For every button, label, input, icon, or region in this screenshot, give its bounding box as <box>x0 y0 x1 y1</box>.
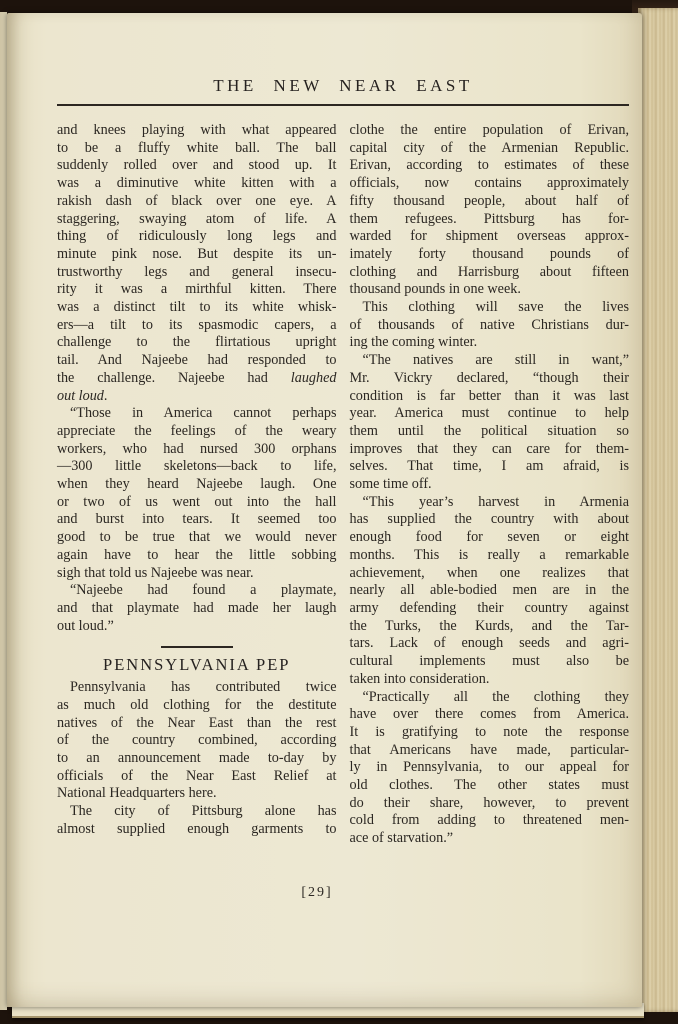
text-line: enough food for seven or eight <box>349 529 629 546</box>
text-line: them refugees. Pittsburg has for- <box>349 210 629 227</box>
text-line: ly in Pennsylvania, to our appeal for <box>349 759 629 776</box>
text-line: tars. Lack of enough seeds and agri- <box>349 635 629 652</box>
text-line: natives of the Near East than the rest <box>57 714 337 731</box>
text-line: months. This is really a remarkable <box>349 546 629 563</box>
text-line: This clothing will save the lives <box>362 299 629 316</box>
text-line: Erivan, according to estimates of these <box>349 157 629 174</box>
text-line: as much old clothing for the destitute <box>57 696 337 713</box>
section-heading: PENNSYLVANIA PEP <box>103 655 291 675</box>
text-line: capital city of the Armenian Republic. <box>349 139 629 156</box>
book-fore-edge-pages <box>638 8 678 1012</box>
text-line: the Turks, the Kurds, and the Tar- <box>349 617 629 634</box>
text-line: National Headquarters here. <box>57 785 217 802</box>
text-columns <box>57 122 629 848</box>
text-line: “Those in America cannot perhaps <box>70 405 337 422</box>
text-line: and that playmate had made her laugh <box>57 599 337 616</box>
text-line: ing the coming winter. <box>349 334 478 351</box>
text-line: was a distinct tilt to its white whisk- <box>57 299 337 316</box>
text-line: fifty thousand people, about half of <box>349 192 629 209</box>
text-line: out loud.” <box>57 617 114 634</box>
text-line: good to be true that we would never <box>57 529 337 546</box>
text-line: appreciate the feelings of the weary <box>57 422 337 439</box>
text-line: clothing and Harrisburg about fifteen <box>349 263 629 280</box>
text-line: nearly all able-bodied men are in the <box>349 582 629 599</box>
text-line: ace of starvation.” <box>349 830 454 847</box>
text-line: or two of us went out into the hall <box>57 493 337 510</box>
text-line: again have to hear the little sobbing <box>57 546 337 563</box>
text-line: rity it was a mirthful kitten. There <box>57 281 337 298</box>
paragraph <box>57 582 337 635</box>
text-line: improves that they can care for them- <box>349 440 629 457</box>
text-line: Mr. Vickry declared, “though their <box>349 369 629 386</box>
page-title: THE NEW NEAR EAST <box>213 76 473 95</box>
text-line: and knees playing with what appeared <box>57 122 337 138</box>
text-line: them until the political situation so <box>349 422 629 439</box>
text-line: —300 little skeletons—back to life, <box>57 458 337 475</box>
text-line: imately forty thousand pounds of <box>349 245 629 262</box>
text-line: to be a fluffy white ball. The ball <box>57 139 337 156</box>
text-line: clothe the entire population of Erivan, <box>349 122 629 138</box>
text-line: “Najeebe had found a playmate, <box>70 582 337 599</box>
text-line: taken into consideration. <box>349 670 490 687</box>
paragraph <box>350 494 630 689</box>
text-line: has supplied the country with about <box>349 511 629 528</box>
text-line: some time off. <box>349 476 432 493</box>
page-content <box>57 13 629 1007</box>
text-line: challenge to the flirtatious upright <box>57 334 337 351</box>
paragraph <box>57 122 337 405</box>
text-line: condition is far better than it was last <box>349 387 629 404</box>
text-line: warded for shipment overseas approx- <box>349 228 629 245</box>
text-line: old clothes. The other states must <box>349 777 629 794</box>
book-page <box>7 13 642 1007</box>
text-line: was a diminutive white kitten with a <box>57 175 337 192</box>
text-line: Pennsylvania has contributed twice <box>70 679 337 696</box>
text-line: trustworthy legs and general insecu- <box>57 263 337 280</box>
text-line: almost supplied enough garments to <box>57 820 337 837</box>
text-line: year. America must continue to help <box>349 405 629 422</box>
text-line: thing of ridiculously long legs and <box>57 228 337 245</box>
text-line: staggering, swaying atom of life. A <box>57 210 337 227</box>
text-line: tail. And Najeebe had responded to <box>57 352 337 369</box>
paragraph <box>350 689 630 848</box>
text-line: minute pink nose. But despite its un- <box>57 245 337 262</box>
paragraph <box>350 122 630 299</box>
text-line: suddenly rolled over and stood up. It <box>57 157 337 174</box>
text-line: of thousands of native Christians dur- <box>349 316 629 333</box>
text-line: to an announcement made to-day by <box>57 749 337 766</box>
text-line: the challenge. Najeebe had laughed <box>57 369 337 386</box>
text-line: The city of Pittsburg alone has <box>70 803 337 820</box>
text-line: do their share, however, to prevent <box>349 794 629 811</box>
text-line: that Americans have made, particular- <box>349 741 629 758</box>
text-line: rakish dash of black over one eye. A <box>57 192 337 209</box>
paragraph <box>57 679 337 803</box>
text-line: “The natives are still in want,” <box>362 352 629 369</box>
text-line: and burst into tears. It seemed too <box>57 511 337 528</box>
text-line: It is gratifying to note the response <box>349 723 629 740</box>
text-line: thousand pounds in one week. <box>349 281 521 298</box>
text-line: sigh that told us Najeebe was near. <box>57 564 254 581</box>
text-line: workers, who had nursed 300 orphans <box>57 440 337 457</box>
text-line: “Practically all the clothing they <box>362 688 629 705</box>
header-rule <box>57 104 629 106</box>
previous-page-edge <box>0 12 7 1010</box>
column-left <box>57 122 337 848</box>
column-right <box>350 122 630 848</box>
text-line: achievement, when one realizes that <box>349 564 629 581</box>
text-line: officials of the Near East Relief at <box>57 767 337 784</box>
section-divider <box>161 646 233 648</box>
text-line: ers—a tilt to its spasmodic capers, a <box>57 316 337 333</box>
paragraph <box>57 405 337 582</box>
text-line: cold from adding to threatened men- <box>349 812 629 829</box>
text-line: “This year’s harvest in Armenia <box>362 493 629 510</box>
page-number: [29] <box>301 884 333 900</box>
text-line: when they heard Najeebe laugh. One <box>57 476 337 493</box>
paragraph <box>57 803 337 838</box>
text-line: out loud. <box>57 387 108 404</box>
text-line: officials, now contains approximately <box>349 175 629 192</box>
text-line: army defending their country against <box>349 599 629 616</box>
text-line: selves. That time, I am afraid, is <box>349 458 629 475</box>
text-line: cultural implements must also be <box>349 653 629 670</box>
text-line: have over there comes from America. <box>349 706 629 723</box>
paragraph <box>350 352 630 494</box>
paragraph <box>350 299 630 352</box>
text-line: of the country combined, according <box>57 732 337 749</box>
